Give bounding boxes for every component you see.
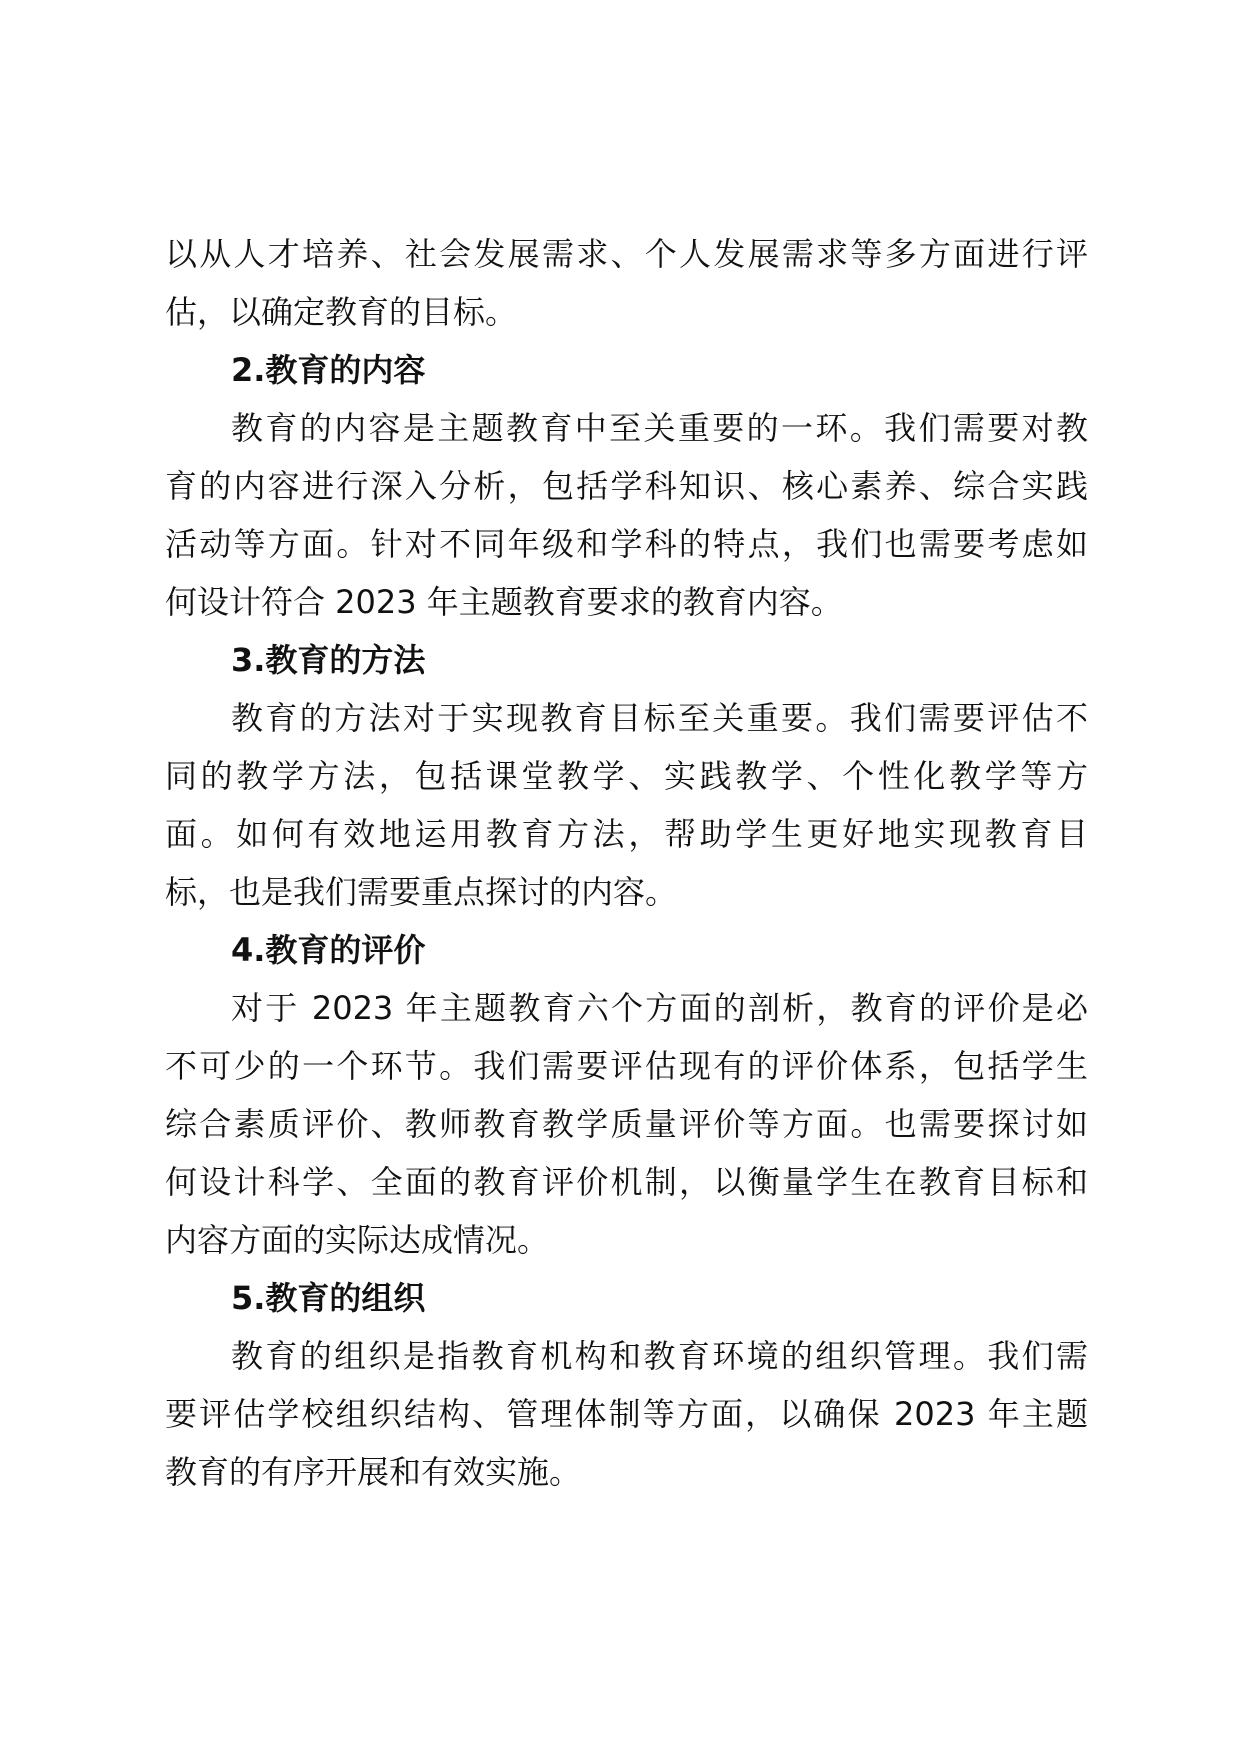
document-page — [165, 225, 1088, 1501]
paragraph-line: 以从人才培养、社会发展需求、个人发展需求等多方面进行评 — [165, 235, 1088, 273]
paragraph-line: 何设计符合 2023 年主题教育要求的教育内容。 — [165, 583, 843, 621]
section-heading: 5.教育的组织 — [231, 1279, 426, 1317]
paragraph-line: 标，也是我们需要重点探讨的内容。 — [165, 873, 678, 911]
paragraph-line: 教育的组织是指教育机构和教育环境的组织管理。我们需 — [231, 1337, 1088, 1375]
paragraph-line: 活动等方面。针对不同年级和学科的特点，我们也需要考虑如 — [165, 525, 1088, 563]
paragraph-line: 同的教学方法，包括课堂教学、实践教学、个性化教学等方 — [165, 757, 1088, 795]
paragraph-line: 面。如何有效地运用教育方法，帮助学生更好地实现教育目 — [165, 815, 1088, 853]
section-heading: 2.教育的内容 — [231, 351, 426, 389]
section-heading: 3.教育的方法 — [231, 641, 426, 679]
paragraph-line: 要评估学校组织结构、管理体制等方面，以确保 2023 年主题 — [165, 1395, 1088, 1433]
paragraph-line: 教育的内容是主题教育中至关重要的一环。我们需要对教 — [231, 409, 1088, 447]
paragraph-line: 不可少的一个环节。我们需要评估现有的评价体系，包括学生 — [165, 1047, 1088, 1085]
paragraph-line: 对于 2023 年主题教育六个方面的剖析，教育的评价是必 — [231, 989, 1088, 1027]
paragraph-line: 教育的有序开展和有效实施。 — [165, 1453, 582, 1491]
paragraph-line: 育的内容进行深入分析，包括学科知识、核心素养、综合实践 — [165, 467, 1088, 505]
paragraph-line: 何设计科学、全面的教育评价机制，以衡量学生在教育目标和 — [165, 1163, 1088, 1201]
paragraph-line: 教育的方法对于实现教育目标至关重要。我们需要评估不 — [231, 699, 1088, 737]
paragraph-line: 综合素质评价、教师教育教学质量评价等方面。也需要探讨如 — [165, 1105, 1088, 1143]
paragraph-line: 估，以确定教育的目标。 — [165, 293, 518, 331]
section-heading: 4.教育的评价 — [231, 931, 426, 969]
paragraph-line: 内容方面的实际达成情况。 — [165, 1221, 550, 1259]
